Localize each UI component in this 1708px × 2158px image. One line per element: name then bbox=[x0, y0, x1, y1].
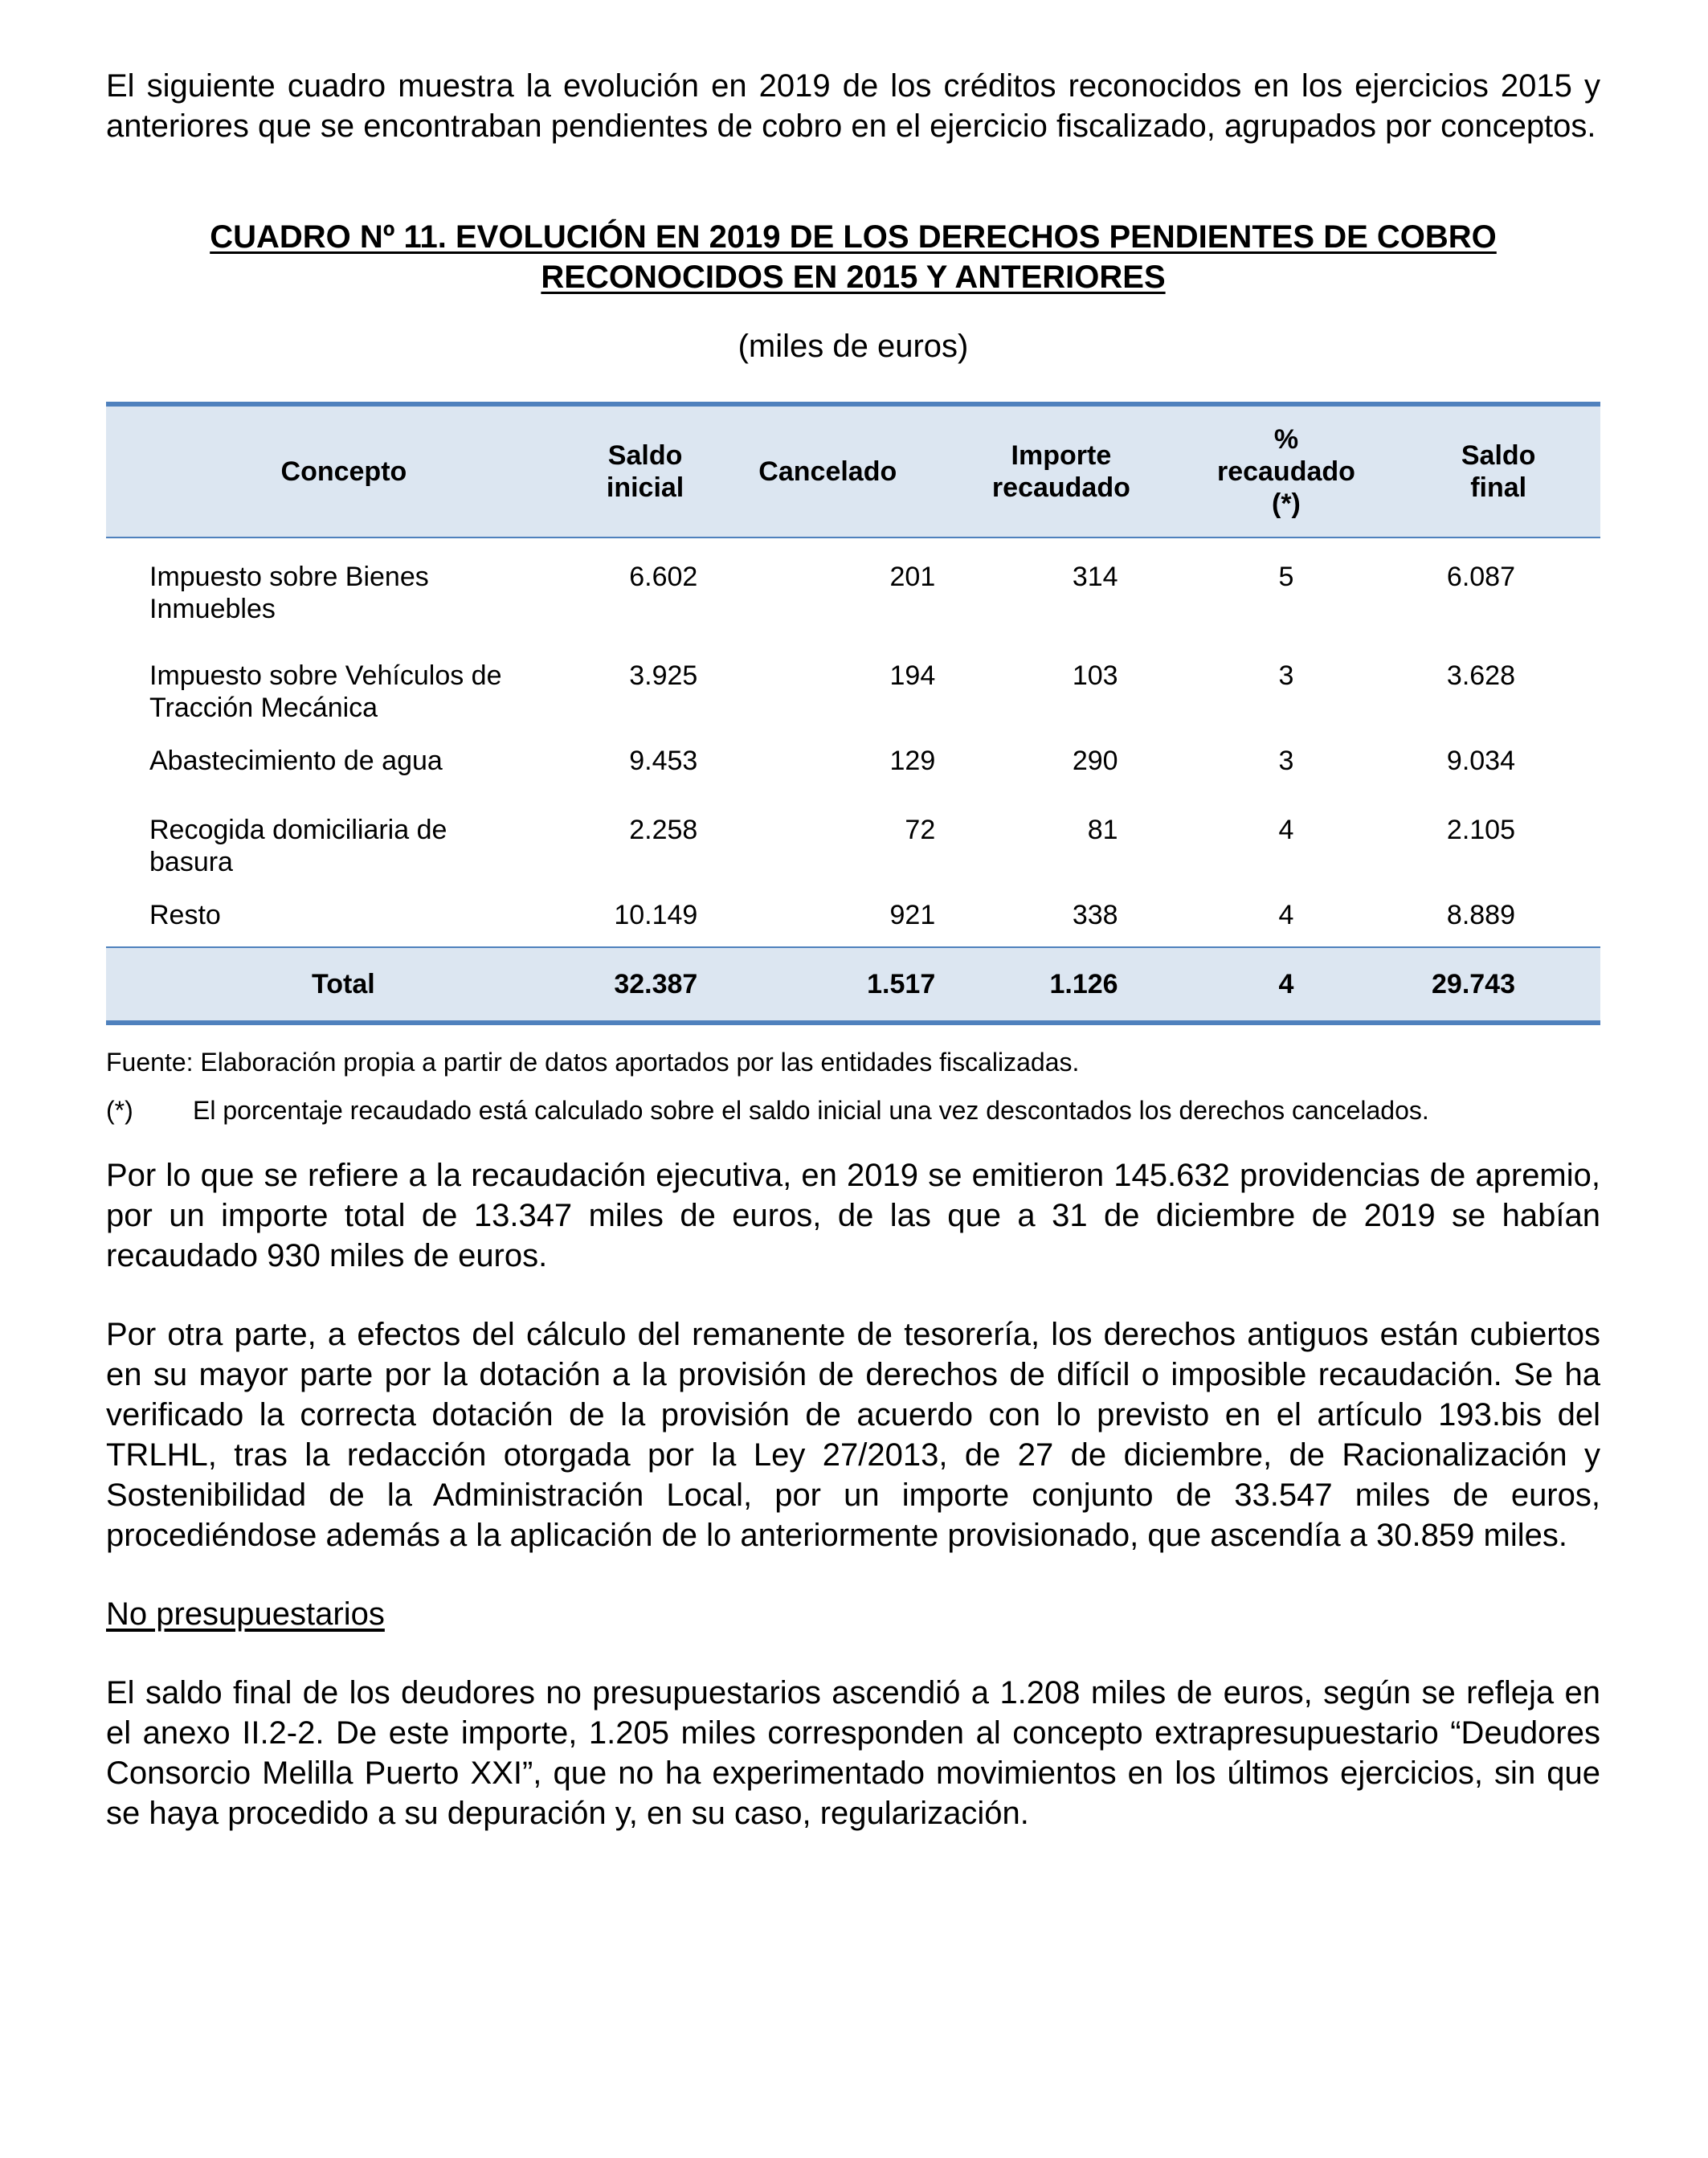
row-cancelado: 72 bbox=[905, 815, 936, 845]
row-importe-recaudado: 103 bbox=[1072, 660, 1118, 691]
evolution-table bbox=[106, 402, 1600, 1025]
row-saldo-final: 9.034 bbox=[1446, 746, 1515, 776]
section-heading: No presupuestarios bbox=[106, 1596, 385, 1632]
row-concepto: Impuesto sobre Bienes Inmuebles bbox=[149, 562, 429, 624]
table-units: (miles de euros) bbox=[738, 329, 969, 364]
row-importe-recaudado: 314 bbox=[1072, 562, 1118, 592]
total-pct-recaudado: 4 bbox=[1278, 969, 1294, 999]
document-page bbox=[106, 66, 1600, 1833]
header-cancelado: Cancelado bbox=[758, 456, 897, 487]
row-pct-recaudado: 3 bbox=[1278, 746, 1294, 776]
row-concepto: Impuesto sobre Vehículos de Tracción Mecánica bbox=[149, 660, 502, 723]
row-saldo-final: 2.105 bbox=[1446, 815, 1515, 845]
footnote-mark: (*) bbox=[106, 1096, 133, 1125]
row-importe-recaudado: 338 bbox=[1072, 900, 1118, 930]
row-cancelado: 194 bbox=[889, 660, 936, 691]
table-row bbox=[106, 639, 1600, 724]
table-row bbox=[106, 537, 1600, 639]
row-saldo-inicial: 3.925 bbox=[629, 660, 698, 691]
row-pct-recaudado: 3 bbox=[1278, 660, 1294, 691]
row-concepto: Recogida domiciliaria de basura bbox=[149, 815, 447, 877]
header-concepto: Concepto bbox=[280, 456, 407, 487]
row-cancelado: 201 bbox=[889, 562, 936, 592]
total-importe-recaudado: 1.126 bbox=[1049, 969, 1118, 999]
table-footnote bbox=[106, 1094, 1600, 1126]
table-row bbox=[106, 793, 1600, 878]
row-cancelado: 129 bbox=[889, 746, 936, 776]
total-cancelado: 1.517 bbox=[867, 969, 936, 999]
table-header-row bbox=[106, 404, 1600, 537]
row-saldo-inicial: 9.453 bbox=[629, 746, 698, 776]
table-title bbox=[106, 217, 1600, 297]
table-row bbox=[106, 878, 1600, 947]
row-pct-recaudado: 4 bbox=[1278, 815, 1294, 845]
row-pct-recaudado: 4 bbox=[1278, 900, 1294, 930]
table-title-line-1: CUADRO Nº 11. EVOLUCIÓN EN 2019 DE LOS DERECHOS PENDIENTES DE COBRO bbox=[210, 219, 1497, 255]
table-title-line-2: RECONOCIDOS EN 2015 Y ANTERIORES bbox=[541, 260, 1166, 295]
footnote-text: El porcentaje recaudado está calculado sobre el saldo inicial una vez descontados los derechos cancelados. bbox=[193, 1096, 1429, 1125]
row-saldo-final: 6.087 bbox=[1446, 562, 1515, 592]
intro-paragraph: El siguiente cuadro muestra la evolución en 2019 de los créditos reconocidos en los ejercicios 2015 y anteriores que se encontraban pendientes de cobro en el ejercicio fiscalizado, agrupados por conceptos. bbox=[106, 68, 1600, 144]
table-source-note: Fuente: Elaboración propia a partir de datos aportados por las entidades fiscalizadas. bbox=[106, 1048, 1080, 1077]
row-concepto: Abastecimiento de agua bbox=[149, 746, 443, 776]
header-importe-recaudado: Importe recaudado bbox=[991, 440, 1130, 503]
row-saldo-inicial: 10.149 bbox=[614, 900, 698, 930]
row-saldo-inicial: 6.602 bbox=[629, 562, 698, 592]
table-total-row bbox=[106, 947, 1600, 1023]
table-row bbox=[106, 724, 1600, 793]
row-importe-recaudado: 81 bbox=[1087, 815, 1118, 845]
row-concepto: Resto bbox=[149, 900, 221, 930]
paragraph-no-presupuestarios: El saldo final de los deudores no presupuestarios ascendió a 1.208 miles de euros, según se refleja en el anexo II.2-2. De este importe, 1.205 miles corresponden al concepto extrapresupuestario “Deudores Consorcio Melilla Puerto XXI”, que no ha experimentado movimientos en los últimos ejercicios, sin que se haya procedido a su depuración y, en su caso, regularización. bbox=[106, 1675, 1600, 1831]
total-saldo-final: 29.743 bbox=[1432, 969, 1515, 999]
total-label: Total bbox=[312, 969, 375, 999]
row-importe-recaudado: 290 bbox=[1072, 746, 1118, 776]
paragraph-remanente: Por otra parte, a efectos del cálculo del remanente de tesorería, los derechos antiguos están cubiertos en su mayor parte por la dotación a la provisión de derechos de difícil o imposible recaudación. Se ha verificado la correcta dotación de la provisión de acuerdo con lo previsto en el artículo 193.bis del TRLHL, tras la redacción otorgada por la Ley 27/2013, de 27 de diciembre, de Racionalización y Sostenibilidad de la Administración Local, por un importe conjunto de 33.547 miles de euros, procediéndose además a la aplicación de lo anteriormente provisionado, que ascendía a 30.859 miles. bbox=[106, 1317, 1600, 1553]
row-pct-recaudado: 5 bbox=[1278, 562, 1294, 592]
row-cancelado: 921 bbox=[889, 900, 936, 930]
paragraph-recaudacion-ejecutiva: Por lo que se refiere a la recaudación ejecutiva, en 2019 se emitieron 145.632 providencias de apremio, por un importe total de 13.347 miles de euros, de las que a 31 de diciembre de 2019 se habían recaudado 930 miles de euros. bbox=[106, 1158, 1600, 1273]
header-saldo-final: Saldo final bbox=[1461, 440, 1536, 503]
row-saldo-final: 3.628 bbox=[1446, 660, 1515, 691]
header-pct-recaudado: % recaudado (*) bbox=[1216, 424, 1355, 519]
row-saldo-inicial: 2.258 bbox=[629, 815, 698, 845]
total-saldo-inicial: 32.387 bbox=[614, 969, 698, 999]
row-saldo-final: 8.889 bbox=[1446, 900, 1515, 930]
header-saldo-inicial: Saldo inicial bbox=[606, 440, 684, 503]
